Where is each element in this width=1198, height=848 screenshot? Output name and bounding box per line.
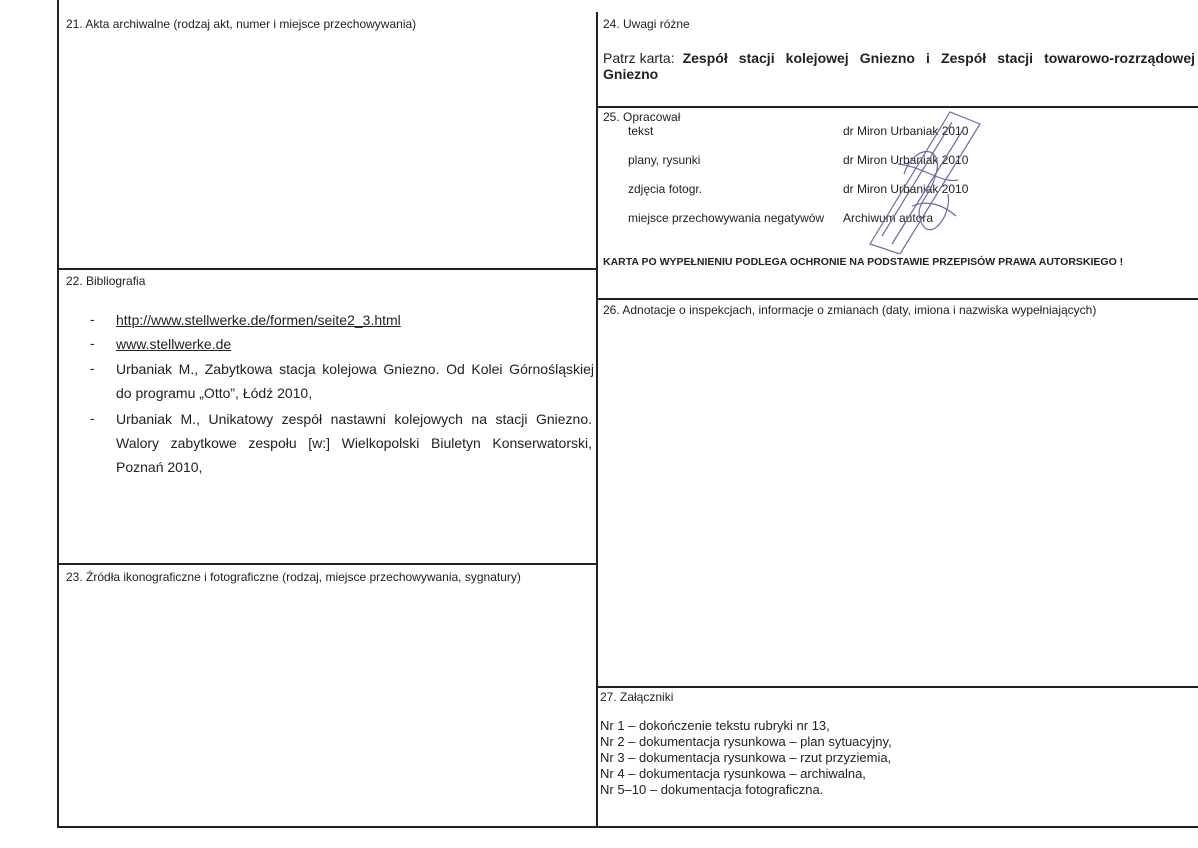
bibliography-text: Urbaniak M., Zabytkowa stacja kolejowa Gniezno. Od Kolei Górnośląskiej [116,361,594,377]
attachment-item: Nr 2 – dokumentacja rysunkowa – plan sytuacyjny, [600,734,892,749]
center-divider [596,12,598,826]
bibliography-text: Urbaniak M., Unikatowy zespół nastawni kolejowych na stacji Gniezno. [116,411,592,427]
author-row-key: tekst [628,124,654,138]
section-23-label: 23. Źródła ikonograficzne i fotograficzne (rodzaj, miejsce przechowywania, sygnatury) [66,570,521,584]
bibliography-link[interactable]: http://www.stellwerke.de/formen/seite2_3.html [116,312,401,328]
section-24-label: 24. Uwagi różne [603,17,690,31]
note-bold-line-2: Gniezno [603,66,659,82]
author-row-value: Archiwum autora [843,211,934,225]
section-25-label: 25. Opracował [603,110,681,124]
list-dash: - [90,311,95,327]
bibliography-link[interactable]: www.stellwerke.de [116,336,232,352]
author-row-key: miejsce przechowywania negatywów [628,211,825,225]
divider-26-27 [597,686,1198,688]
bibliography-text: Walory zabytkowe zespołu [w:] Wielkopolski Biuletyn Konserwatorski, [116,435,592,451]
section-24-note [603,50,1195,82]
section-22-label: 22. Bibliografia [66,274,146,288]
note-prefix: Patrz karta: [603,50,675,66]
attachment-item: Nr 3 – dokumentacja rysunkowa – rzut przyziemia, [600,750,892,765]
author-row-value: dr Miron Urbaniak 2010 [843,124,969,138]
bottom-border [57,826,1198,828]
attachment-item: Nr 5–10 – dokumentacja fotograficzna. [600,782,824,797]
list-dash: - [90,335,95,351]
divider-25-26 [597,298,1198,300]
bibliography-text: Poznań 2010, [116,459,203,475]
divider-21-22 [57,268,597,270]
section-26-label: 26. Adnotacje o inspekcjach, informacje o zmianach (daty, imiona i nazwiska wypełniających) [603,303,1097,317]
divider-22-23 [57,563,597,565]
note-bold-text: Zespół stacji kolejowej Gniezno i Zespół stacji towarowo-rozrządowej [682,50,1195,66]
author-row-key: plany, rysunki [628,153,701,167]
section-21-label: 21. Akta archiwalne (rodzaj akt, numer i miejsce przechowywania) [66,17,417,31]
attachments-list [600,718,892,798]
copyright-notice: KARTA PO WYPEŁNIENIU PODLEGA OCHRONIE NA PODSTAWIE PRZEPISÓW PRAWA AUTORSKIEGO ! [603,256,1124,268]
bibliography-text: do programu „Otto”, Łódź 2010, [116,385,313,401]
attachment-item: Nr 1 – dokończenie tekstu rubryki nr 13, [600,718,830,733]
author-row-key: zdjęcia fotogr. [628,182,703,196]
list-dash: - [90,410,95,426]
author-stamp-signature [852,104,982,254]
author-row-value: dr Miron Urbaniak 2010 [843,182,969,196]
author-row-value: dr Miron Urbaniak 2010 [843,153,969,167]
attachment-item: Nr 4 – dokumentacja rysunkowa – archiwalna, [600,766,866,781]
list-dash: - [90,360,95,376]
note-line-1 [603,50,1195,66]
section-27-label: 27. Załączniki [600,690,674,704]
outer-left-border [57,0,59,828]
